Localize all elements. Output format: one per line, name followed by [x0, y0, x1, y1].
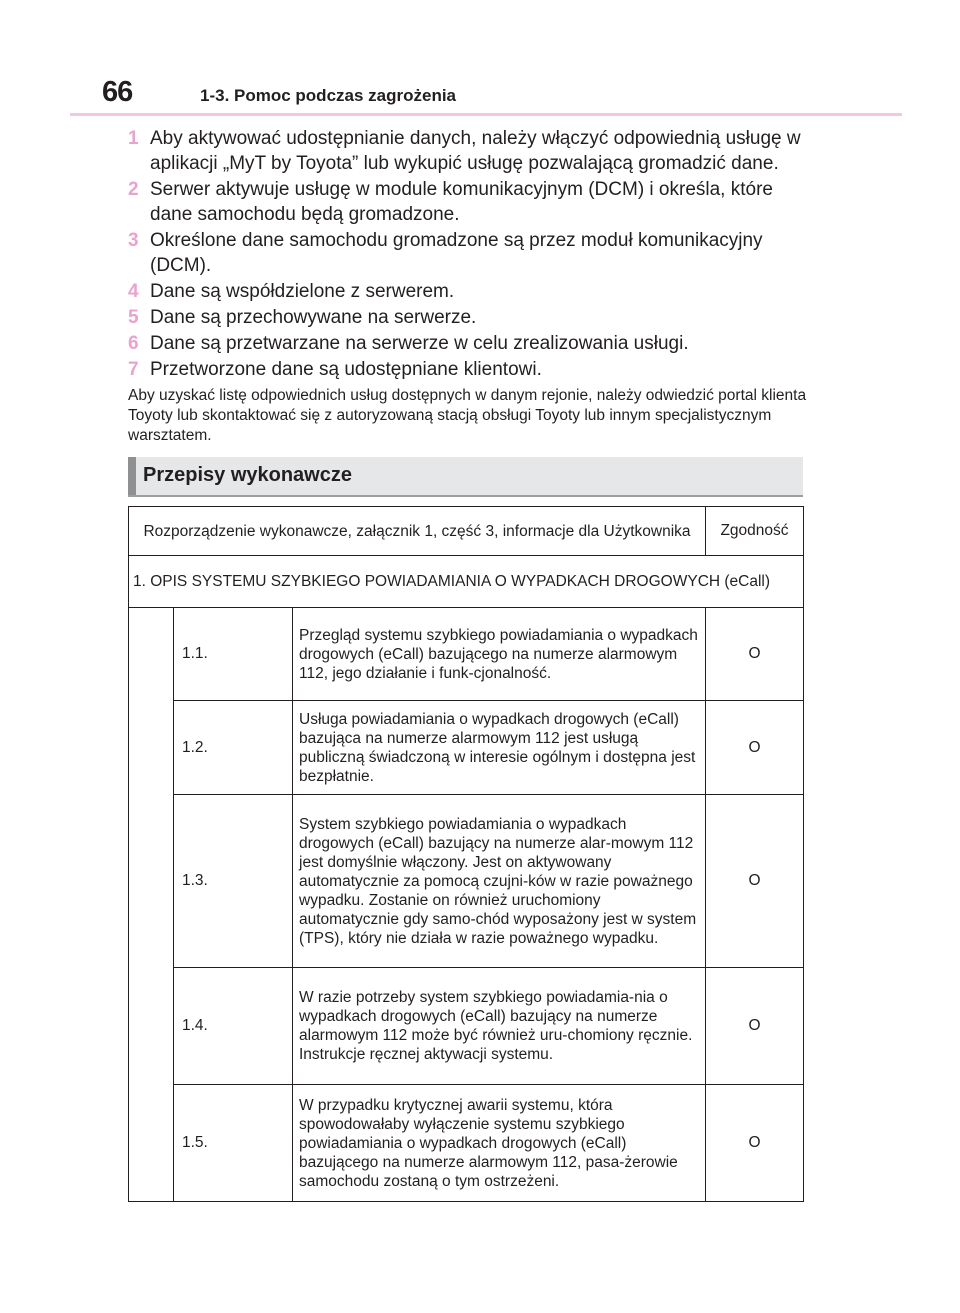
step-text: Dane są przechowywane na serwerze. — [150, 307, 477, 328]
row-compliance: O — [706, 1085, 804, 1202]
blank-cell — [129, 608, 174, 1202]
step-item — [128, 177, 808, 227]
step-number: 6 — [128, 333, 139, 354]
step-number: 3 — [128, 230, 139, 251]
step-number: 7 — [128, 359, 139, 380]
row-description: System szybkiego powiadamiania o wypadkach drogowych (eCall) bazujący na numerze alar-mowym 112 jest domyślnie włączony. Jest on aktywowany automatycznie za pomocą czujni-ków w razie poważnego wypadku. Zostanie on również uruchomiony automatycznie gdy samo-chód wyposażony jest w system (TPS), który nie działa w razie poważnego wypadku. — [293, 795, 706, 968]
step-number: 5 — [128, 307, 139, 328]
regulations-table — [128, 506, 804, 1202]
row-description: Przegląd systemu szybkiego powiadamiania o wypadkach drogowych (eCall) bazującego na numerze alarmowym 112, jego działanie i funk-cjonalność. — [293, 608, 706, 701]
table-header-row — [129, 507, 804, 556]
header-regulation: Rozporządzenie wykonawcze, załącznik 1, część 3, informacje dla Użytkownika — [129, 507, 706, 556]
step-item — [128, 126, 808, 176]
header-compliance: Zgodność — [706, 507, 804, 556]
table-row — [129, 1085, 804, 1202]
step-item — [128, 331, 808, 356]
row-compliance: O — [706, 795, 804, 968]
step-text: Serwer aktywuje usługę w module komunikacyjnym (DCM) i określa, które dane samochodu będą gromadzone. — [150, 179, 773, 225]
table-row — [129, 701, 804, 795]
sub-heading-accent — [128, 457, 136, 495]
row-number: 1.5. — [174, 1085, 293, 1202]
table-row — [129, 968, 804, 1085]
step-text: Przetworzone dane są udostępniane klientowi. — [150, 359, 542, 380]
step-number: 2 — [128, 179, 139, 200]
page-number: 66 — [102, 76, 133, 108]
step-text: Aby aktywować udostępnianie danych, należy włączyć odpowiednią usługę w aplikacji „MyT by Toyota” lub wykupić usługę pozwalającą gromadzić dane. — [150, 128, 801, 174]
row-description: W przypadku krytycznej awarii systemu, która spowodowałaby wyłączenie systemu szybkiego powiadamiania o wypadkach drogowych (eCall) bazującego na numerze alarmowym 112, pasa-żerowie samochodu zostaną o tym ostrzeżeni. — [293, 1085, 706, 1202]
step-text: Dane są przetwarzane na serwerze w celu zrealizowania usługi. — [150, 333, 689, 354]
step-item — [128, 305, 808, 330]
step-item — [128, 279, 808, 304]
row-description: Usługa powiadamiania o wypadkach drogowych (eCall) bazująca na numerze alarmowym 112 jest usługą publiczną świadczoną w interesie ogólnym i dostępna jest bezpłatnie. — [293, 701, 706, 795]
header-divider — [70, 113, 902, 116]
step-item — [128, 228, 808, 278]
section-heading: 1. OPIS SYSTEMU SZYBKIEGO POWIADAMIANIA O WYPADKACH DROGOWYCH (eCall) — [129, 556, 804, 608]
row-description: W razie potrzeby system szybkiego powiadamia-nia o wypadkach drogowych (eCall) bazujący na numerze alarmowym 112 może być również uru-chomiony ręcznie. Instrukcje ręcznej aktywacji systemu. — [293, 968, 706, 1085]
steps-list — [128, 126, 808, 383]
step-number: 1 — [128, 128, 139, 149]
step-item — [128, 357, 808, 382]
step-number: 4 — [128, 281, 139, 302]
step-text: Dane są współdzielone z serwerem. — [150, 281, 455, 302]
row-compliance: O — [706, 701, 804, 795]
row-number: 1.4. — [174, 968, 293, 1085]
table-row — [129, 608, 804, 701]
step-text: Określone dane samochodu gromadzone są przez moduł komunikacyjny (DCM). — [150, 230, 763, 276]
row-number: 1.1. — [174, 608, 293, 701]
sub-heading — [128, 457, 803, 497]
row-compliance: O — [706, 608, 804, 701]
table-section-row — [129, 556, 804, 608]
section-title: 1-3. Pomoc podczas zagrożenia — [200, 86, 457, 105]
sub-heading-title: Przepisy wykonawcze — [143, 464, 352, 486]
row-number: 1.3. — [174, 795, 293, 968]
row-number: 1.2. — [174, 701, 293, 795]
page-header — [0, 70, 960, 114]
service-note: Aby uzyskać listę odpowiednich usług dostępnych w danym rejonie, należy odwiedzić portal klienta Toyoty lub skontaktować się z autoryzowaną stacją obsługi Toyoty lub innym specjalistycznym warsztatem. — [128, 387, 807, 444]
table-row — [129, 795, 804, 968]
row-compliance: O — [706, 968, 804, 1085]
